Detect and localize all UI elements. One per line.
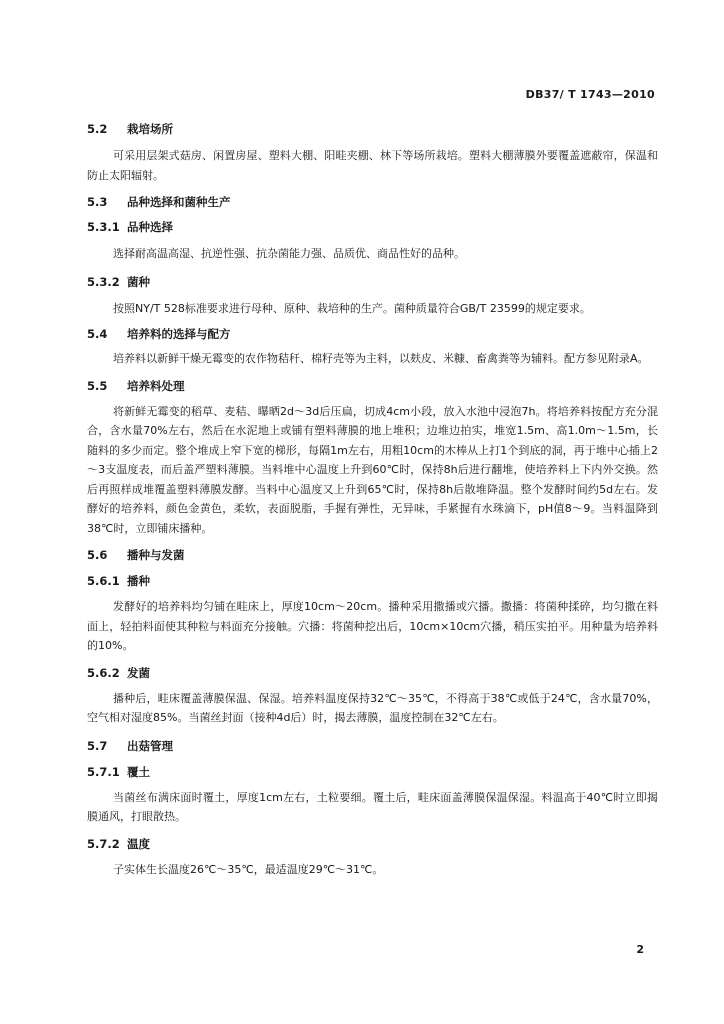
- section-number: 5.2: [87, 122, 108, 136]
- section-title: 品种选择: [127, 220, 173, 234]
- section-title: 覆土: [127, 764, 150, 779]
- section-number: 5.5: [87, 378, 108, 393]
- section-number: 5.6.1: [87, 574, 120, 588]
- page-number: 2: [636, 943, 644, 956]
- paragraph-5-2: 可采用层架式菇房、闲置房屋、塑料大棚、阳畦夹棚、林下等场所栽培。塑料大棚薄膜外要覆盖遮蔽帘，保温和防止太阳辐射。: [87, 149, 658, 182]
- paragraph-5-3-1: 选择耐高温高湿、抗逆性强、抗杂菌能力强、品质优、商品性好的品种。: [113, 247, 465, 260]
- section-title: 栽培场所: [127, 122, 173, 136]
- paragraph-5-6-2: 播种后，畦床覆盖薄膜保温、保湿。培养料温度保持32℃～35℃，不得高于38℃或低于24℃，含水量70%，空气相对湿度85%。当菌丝封面（接种4d后）时，揭去薄膜，温度控制在32℃左右。: [87, 691, 658, 724]
- section-title: 发菌: [127, 665, 150, 680]
- section-number: 5.7.2: [87, 836, 120, 851]
- paragraph-5-5: 将新鲜无霉变的稻草、麦秸、曝晒2d～3d后压扁，切成4cm小段，放入水池中浸泡7h。将培养料按配方充分混合，含水量70%左右，然后在水泥地上或铺有塑料薄膜的地上堆积；边堆边拍实，堆宽1.5m、高1.0m～1.5m，长随料的多少而定。整个堆成上窄下宽的梯形，每隔1m左右，用粗10cm的木棒从上打1个到底的洞，再于堆中心插上2～3支温度表，而后盖严塑料薄膜。当料堆中心温度上升到60℃时，保持8h后进行翻堆，使培养料上下内外交换。然后再照样成堆覆盖塑料薄膜发酵。当料中心温度又上升到65℃时，保持8h后散堆降温。整个发酵时间约5d左右。发酵好的培养料，颜色金黄色，柔软，表面脱脂，手握有弹性，无异味，手紧握有水珠滴下，pH值8～9。当料温降到38℃时，立即铺床播种。: [87, 404, 658, 535]
- section-number: 5.7.1: [87, 764, 120, 779]
- section-title: 菌种: [127, 274, 150, 289]
- section-number: 5.7: [87, 738, 108, 753]
- section-title: 出菇管理: [127, 738, 173, 753]
- section-number: 5.4: [87, 327, 108, 341]
- paragraph-5-7-1: 当菌丝布满床面时覆土，厚度1cm左右，土粒要细。覆土后，畦床面盖薄膜保温保湿。料温高于40℃时立即揭膜通风，打眼散热。: [87, 790, 658, 823]
- section-heading-5-6-1: [87, 572, 658, 590]
- section-title: 播种: [127, 574, 150, 588]
- section-title: 温度: [127, 836, 150, 851]
- section-title: 培养料的选择与配方: [127, 327, 231, 341]
- paragraph-5-6-1: 发酵好的培养料均匀铺在畦床上，厚度10cm～20cm。播种采用撒播或穴播。撒播：将菌种揉碎，均匀撒在料面上，轻拍料面使其种粒与料面充分接触。穴播：将菌种挖出后，10cm×10cm穴播，稍压实拍平。用种量为培养料的10%。: [87, 600, 658, 652]
- section-heading-5-3-2: [87, 273, 658, 291]
- section-number: 5.3.1: [87, 220, 120, 234]
- section-title: 培养料处理: [127, 378, 185, 393]
- section-title: 播种与发菌: [127, 548, 185, 562]
- section-heading-5-7-1: [87, 763, 658, 781]
- section-heading-5-3: [87, 193, 658, 211]
- standard-number: DB37/ T 1743—2010: [525, 88, 655, 101]
- section-heading-5-3-1: [87, 218, 658, 236]
- section-number: 5.6.2: [87, 665, 120, 680]
- section-number: 5.6: [87, 548, 108, 562]
- section-heading-5-7-2: [87, 835, 658, 853]
- paragraph-5-3-2: 按照NY/T 528标准要求进行母种、原种、栽培种的生产。菌种质量符合GB/T 23599的规定要求。: [113, 301, 591, 315]
- section-heading-5-2: [87, 120, 658, 138]
- paragraph-5-4: 培养料以新鲜干燥无霉变的农作物秸秆、棉籽壳等为主料，以麸皮、米糠、畜禽粪等为辅料。配方参见附录A。: [113, 352, 649, 365]
- section-heading-5-5: [87, 377, 658, 395]
- section-heading-5-6: [87, 546, 658, 564]
- section-heading-5-7: [87, 737, 658, 755]
- document-body: [87, 117, 658, 879]
- section-heading-5-6-2: [87, 664, 658, 682]
- section-number: 5.3: [87, 195, 108, 209]
- section-title: 品种选择和菌种生产: [127, 195, 231, 209]
- section-heading-5-4: [87, 325, 658, 343]
- paragraph-5-7-2: 子实体生长温度26℃～35℃，最适温度29℃～31℃。: [113, 862, 384, 876]
- section-number: 5.3.2: [87, 274, 120, 289]
